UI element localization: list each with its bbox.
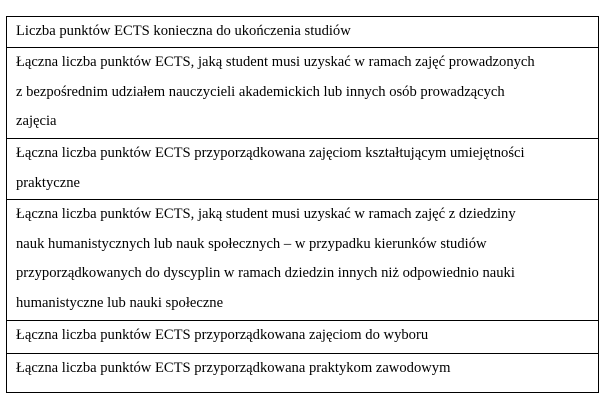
table-row: [7, 17, 599, 48]
table-cell: [7, 17, 599, 48]
table-cell: [7, 321, 599, 354]
text-line: humanistyczne lub nauki społeczne: [16, 294, 224, 311]
table-body: [7, 17, 599, 393]
table-row: [7, 321, 599, 354]
text-line: Łączna liczba punktów ECTS przyporządkowana zajęciom kształtującym umiejętności: [16, 145, 525, 161]
table-row: [7, 200, 599, 321]
text-line: z bezpośrednim udziałem nauczycieli akademickich lub innych osób prowadzących: [16, 83, 505, 100]
table-row: [7, 48, 599, 139]
text-line: praktyczne: [16, 174, 81, 191]
text-line: Łączna liczba punktów ECTS przyporządkowana praktykom zawodowym: [16, 360, 451, 376]
text-line: przyporządkowanych do dyscyplin w ramach dziedzin innych niż odpowiednio nauki: [16, 265, 515, 281]
text-line: zajęcia: [16, 113, 57, 129]
text-line: nauk humanistycznych lub nauk społecznych – w przypadku kierunków studiów: [16, 235, 487, 252]
table-cell: [7, 139, 599, 200]
table-row: [7, 354, 599, 393]
text-line: Liczba punktów ECTS konieczna do ukończenia studiów: [16, 23, 351, 39]
table-row: [7, 139, 599, 200]
ects-requirements-table: [6, 16, 599, 393]
text-line: Łączna liczba punktów ECTS przyporządkowana zajęciom do wyboru: [16, 327, 429, 343]
text-line: Łączna liczba punktów ECTS, jaką student musi uzyskać w ramach zajęć prowadzonych: [16, 54, 535, 70]
table-cell: [7, 354, 599, 393]
text-line: Łączna liczba punktów ECTS, jaką student musi uzyskać w ramach zajęć z dziedziny: [16, 206, 516, 222]
table-cell: [7, 48, 599, 139]
table-cell: [7, 200, 599, 321]
